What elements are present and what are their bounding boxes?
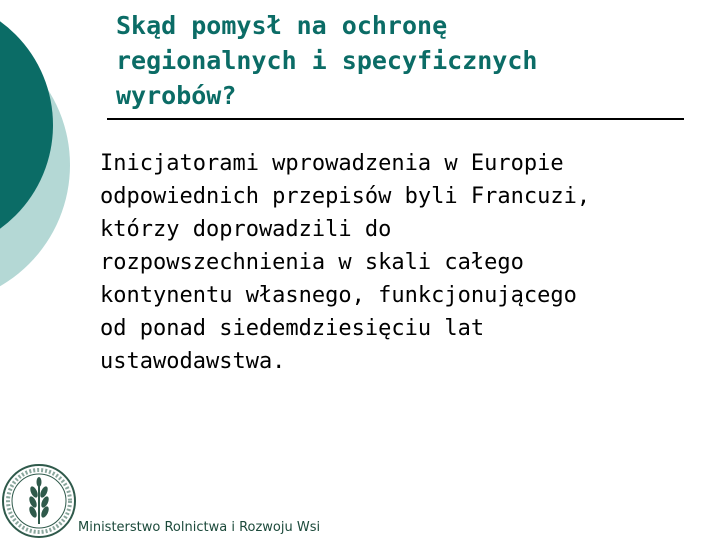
title-line: wyrobów? — [116, 81, 237, 110]
body-line: rozpowszechnienia w skali całego — [100, 250, 524, 275]
body-line: ustawodawstwa. — [100, 349, 286, 374]
title-divider — [107, 118, 684, 120]
body-line: kontynentu własnego, funkcjonującego — [100, 283, 577, 308]
ministry-emblem-icon — [0, 462, 78, 540]
body-line: którzy doprowadzili do — [100, 217, 392, 242]
decorative-circles — [0, 0, 80, 300]
body-line: od ponad siedemdziesięciu lat — [100, 316, 485, 341]
title-line: regionalnych i specyficznych — [116, 46, 538, 75]
footer-ministry-name: Ministerstwo Rolnictwa i Rozwoju Wsi — [78, 520, 321, 535]
title-line: Skąd pomysł na ochronę — [116, 11, 448, 40]
slide-title — [116, 8, 676, 113]
body-line: Inicjatorami wprowadzenia w Europie — [100, 151, 564, 176]
slide-body — [100, 147, 710, 378]
body-line: odpowiednich przepisów byli Francuzi, — [100, 184, 591, 209]
